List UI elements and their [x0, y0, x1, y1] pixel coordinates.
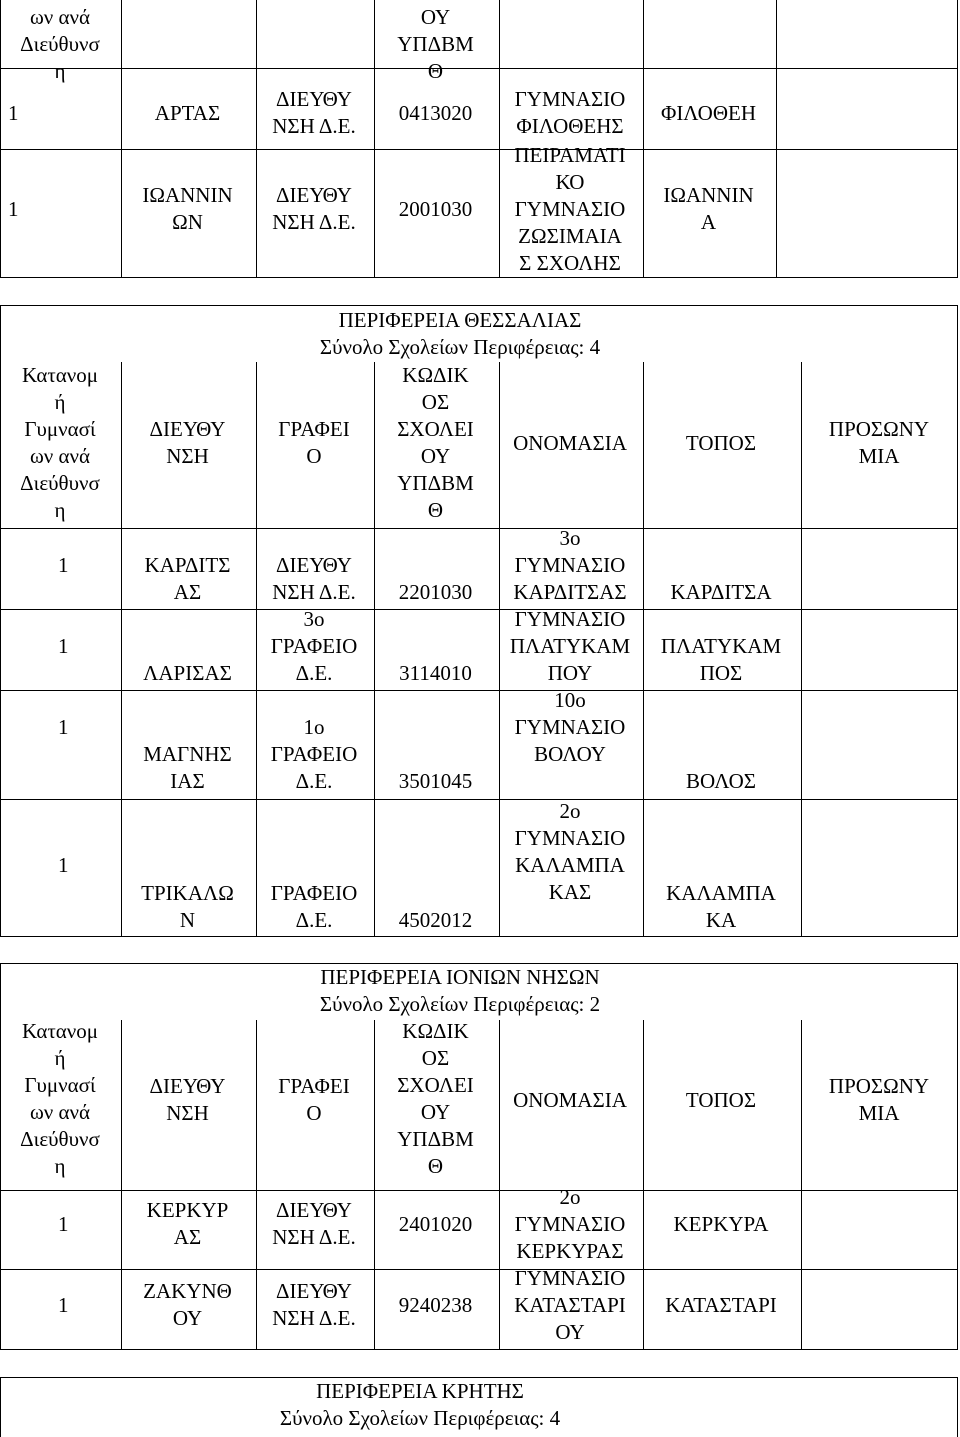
row-office: ΔΙΕΥΘΥ ΝΣΗ Δ.Ε. [272, 553, 356, 604]
row-directorate: ΑΡΤΑΣ [154, 101, 221, 125]
row-office: ΔΙΕΥΘΥ ΝΣΗ Δ.Ε. [272, 1198, 356, 1249]
region-title: ΠΕΡΙΦΕΡΕΙΑ ΚΡΗΤΗΣ Σύνολο Σχολείων Περιφέρειας: 4 [279, 1379, 561, 1430]
row-directorate: ΚΑΡΔΙΤΣ ΑΣ [144, 553, 231, 604]
region-title: ΠΕΡΙΦΕΡΕΙΑ ΙΟΝΙΩΝ ΝΗΣΩΝ Σύνολο Σχολείων Περιφέρειας: 2 [319, 965, 601, 1016]
row-office: ΔΙΕΥΘΥ ΝΣΗ Δ.Ε. [272, 183, 356, 234]
row-number: 1 [8, 197, 19, 221]
row-place: ΒΟΛΟΣ [686, 769, 756, 793]
header-directorate: ΔΙΕΥΘΥ ΝΣΗ [149, 1074, 226, 1125]
row-office: ΔΙΕΥΘΥ ΝΣΗ Δ.Ε. [272, 87, 356, 138]
row-directorate: ΛΑΡΙΣΑΣ [143, 661, 232, 685]
row-code: 3114010 [399, 661, 472, 685]
row-school-name: 3ο ΓΥΜΝΑΣΙΟ ΚΑΡΔΙΤΣΑΣ [513, 526, 627, 604]
row-office: 3ο ΓΡΑΦΕΙΟ Δ.Ε. [270, 607, 358, 685]
row-number: 1 [58, 553, 69, 577]
row-place: ΚΑΤΑΣΤΑΡΙ [665, 1293, 777, 1317]
row-number: 1 [58, 634, 69, 658]
row-school-name: ΓΥΜΝΑΣΙΟ ΠΛΑΤΥΚΑΜ ΠΟΥ [509, 607, 631, 685]
row-code: 2001030 [398, 197, 473, 221]
row-code: 3501045 [398, 769, 473, 793]
row-code: 2401020 [398, 1212, 473, 1236]
row-office: ΓΡΑΦΕΙΟ Δ.Ε. [270, 881, 358, 932]
header-place: ΤΟΠΟΣ [685, 1088, 757, 1112]
header-people: ΠΡΟΣΩΝΥ ΜΙΑ [828, 417, 930, 468]
row-school-name: ΓΥΜΝΑΣΙΟ ΚΑΤΑΣΤΑΡΙ ΟΥ [514, 1266, 626, 1344]
row-code: 4502012 [398, 908, 473, 932]
top-header-code: ΟΥ ΥΠΔΒΜ Θ [397, 5, 474, 83]
row-directorate: ΖΑΚΥΝΘ ΟΥ [143, 1279, 232, 1330]
row-directorate: ΚΕΡΚΥΡ ΑΣ [146, 1198, 229, 1249]
row-number: 1 [58, 1293, 69, 1317]
header-people: ΠΡΟΣΩΝΥ ΜΙΑ [828, 1074, 930, 1125]
row-school-name: ΓΥΜΝΑΣΙΟ ΦΙΛΟΘΕΗΣ [514, 87, 626, 138]
row-code: 0413020 [398, 101, 473, 125]
header-school-code: ΚΩΔΙΚ ΟΣ ΣΧΟΛΕΙ ΟΥ ΥΠΔΒΜ Θ [397, 1019, 474, 1178]
row-place: ΙΩΑΝΝΙΝ Α [663, 183, 754, 234]
row-office: 1ο ΓΡΑΦΕΙΟ Δ.Ε. [270, 715, 358, 793]
header-office: ΓΡΑΦΕΙ Ο [278, 417, 350, 468]
row-number: 1 [58, 715, 69, 739]
row-place: ΚΑΡΔΙΤΣΑ [670, 580, 772, 604]
row-school-name: 10ο ΓΥΜΝΑΣΙΟ ΒΟΛΟΥ [514, 688, 626, 766]
row-school-name: 2ο ΓΥΜΝΑΣΙΟ ΚΕΡΚΥΡΑΣ [514, 1185, 626, 1263]
region-title: ΠΕΡΙΦΕΡΕΙΑ ΘΕΣΣΑΛΙΑΣ Σύνολο Σχολείων Περιφέρειας: 4 [319, 308, 601, 359]
header-place: ΤΟΠΟΣ [685, 431, 757, 455]
row-code: 2201030 [398, 580, 473, 604]
row-school-name: ΠΕΙΡΑΜΑΤΙ ΚΟ ΓΥΜΝΑΣΙΟ ΖΩΣΙΜΑΙΑ Σ ΣΧΟΛΗΣ [514, 143, 626, 275]
row-school-name: 2ο ΓΥΜΝΑΣΙΟ ΚΑΛΑΜΠΑ ΚΑΣ [514, 799, 626, 904]
row-directorate: ΙΩΑΝΝΙΝ ΩΝ [142, 183, 233, 234]
header-allocation: Κατανομ ή Γυμνασί ων ανά Διεύθυνσ η [20, 1019, 100, 1178]
header-allocation: Κατανομ ή Γυμνασί ων ανά Διεύθυνσ η [20, 363, 100, 522]
row-directorate: ΜΑΓΝΗΣ ΙΑΣ [143, 742, 232, 793]
row-place: ΚΕΡΚΥΡΑ [673, 1212, 769, 1236]
top-header-alloc: ων ανά Διεύθυνσ η [20, 5, 100, 83]
row-place: ΚΑΛΑΜΠΑ ΚΑ [666, 881, 776, 932]
row-place: ΠΛΑΤΥΚΑΜ ΠΟΣ [660, 634, 782, 685]
row-number: 1 [58, 1212, 69, 1236]
header-directorate: ΔΙΕΥΘΥ ΝΣΗ [149, 417, 226, 468]
row-directorate: ΤΡΙΚΑΛΩ Ν [141, 881, 234, 932]
row-place: ΦΙΛΟΘΕΗ [660, 101, 757, 125]
row-office: ΔΙΕΥΘΥ ΝΣΗ Δ.Ε. [272, 1279, 356, 1330]
header-school-code: ΚΩΔΙΚ ΟΣ ΣΧΟΛΕΙ ΟΥ ΥΠΔΒΜ Θ [397, 363, 474, 522]
row-number: 1 [8, 101, 19, 125]
header-name: ΟΝΟΜΑΣΙΑ [513, 431, 627, 455]
row-number: 1 [58, 853, 69, 877]
header-name: ΟΝΟΜΑΣΙΑ [513, 1088, 627, 1112]
header-office: ΓΡΑΦΕΙ Ο [278, 1074, 350, 1125]
row-code: 9240238 [398, 1293, 473, 1317]
